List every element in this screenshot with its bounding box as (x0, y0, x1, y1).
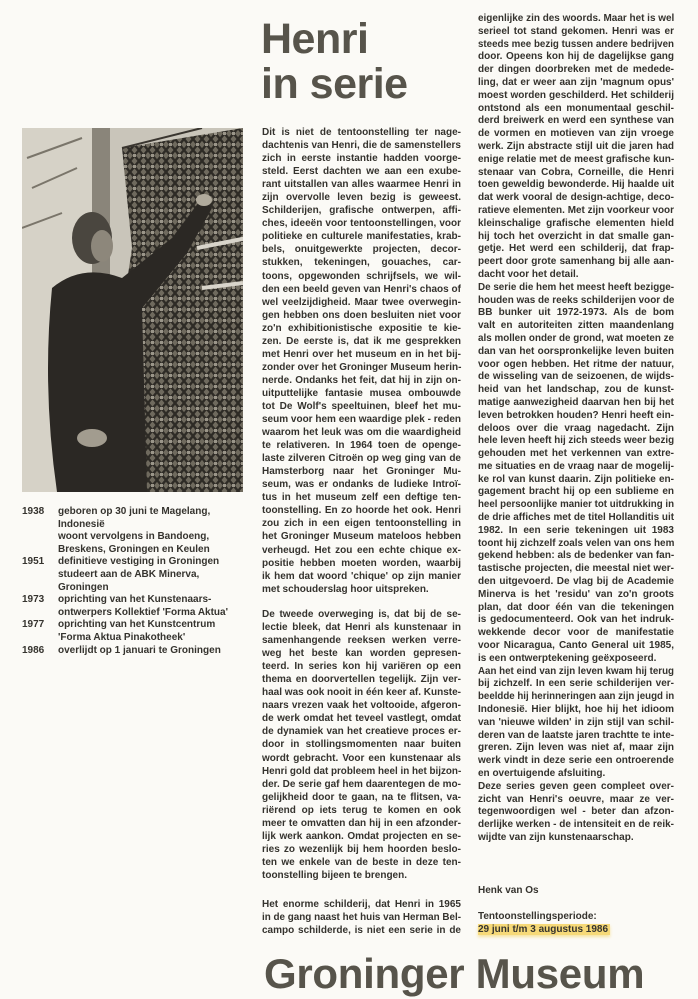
timeline-line: overlijdt op 1 januari te Groningen (58, 644, 221, 656)
photo-henri-painting (22, 128, 243, 492)
text-line: dan van het oorspronkelijke leven buiten (478, 345, 674, 357)
paragraph (478, 13, 674, 282)
museum-name-footer: Groninger Museum (264, 950, 645, 997)
timeline-line: Indonesië (58, 518, 105, 530)
text-line: houden was de reeks schilderijen voor de (478, 294, 675, 306)
text-line: positie hebben moeten worden, waarbij (262, 557, 461, 569)
text-line: ik hem dat woord 'chique' op zijn manier (262, 570, 461, 582)
timeline-entry (22, 556, 247, 594)
text-line: lijk werk aankon. Omdat projecten en se- (262, 830, 461, 842)
text-line: laste zilveren Citroën op weg ging van de (262, 453, 461, 465)
text-line: de drie affiches met de titel Hollanditis uit (478, 512, 674, 524)
text-line: werk vindt in deze serie een ontroerende (478, 755, 674, 767)
text-line: campo schilderde, is niet een serie in de (262, 925, 461, 937)
timeline-text (58, 506, 210, 556)
text-line: ling, dat er weer aan zijn 'magnum opus' (478, 76, 674, 88)
text-line: ratieve elementen. Met zijn voorkeur voor (478, 204, 674, 216)
text-line: De tweede overweging is, dat bij de se- (262, 609, 461, 620)
text-line: plan, dat door één van die tekeningen (478, 601, 674, 613)
text-line: haal was ook nooit in één keer af. Kunste- (262, 687, 461, 699)
paragraph (478, 781, 674, 845)
text-line: de werk omdat het teveel vastlegt, omdat (262, 713, 461, 725)
text-line: zich in eerste instantie hadden voorge- (262, 153, 461, 165)
article-column-right (478, 13, 674, 845)
text-line: Minerva is het 'residu' van zo'n groots (478, 588, 674, 600)
text-line: deloos over die vraag nagedacht. Zijn (478, 422, 674, 434)
text-line: toen geweldig bewonderde. Hij haalde uit (478, 179, 675, 191)
text-line: stukken, tekeningen, gouaches, car- (262, 257, 461, 269)
paragraph (478, 282, 674, 666)
text-line: zijn overvolle leven bezig is geweest. (262, 192, 461, 204)
text-line: derlijke werken - de intensiteit en de reik- (478, 819, 674, 831)
text-line: steld. Eerst dachten we aan een exube- (262, 166, 461, 178)
text-line: hele leven heeft hij zich steeds weer bezig (478, 435, 675, 447)
text-line: voor Nicaragua, Canto General uit 1985, (478, 640, 674, 652)
timeline-entry (22, 619, 247, 644)
paragraph (478, 666, 674, 781)
text-line: gen hebben ons doen besluiten niet voor (262, 309, 461, 321)
text-line: thema en doorvertellen tegelijk. Zijn ver- (262, 674, 461, 686)
text-line: met schouderslag hoor uitspreken. (262, 583, 429, 595)
timeline-line: oprichting van het Kunstenaars- (58, 594, 212, 606)
text-line: met Henri over het museum en in het bij- (262, 348, 461, 360)
text-line: bij zichzelf. In een serie schilderijen ver- (478, 678, 674, 690)
text-line: De serie die hem het meest heeft bezigge- (478, 281, 674, 293)
text-line: het Groninger Museum mateloos hebben (262, 531, 461, 543)
text-line: werk. Zijn abstracte stijl uit die jaren had (478, 140, 674, 152)
author-name: Henk van Os (478, 885, 539, 896)
timeline-line: oprichting van het Kunstcentrum (58, 619, 216, 631)
article-title-line-2: in serie (261, 60, 408, 108)
text-line: deren van de laatste jaren trachtte te inte- (478, 729, 674, 741)
text-line: ches, ideeën voor tentoonstellingen, voor (262, 218, 461, 230)
timeline-line: 'Forma Aktua Pinakotheek' (58, 631, 186, 643)
text-line: steeds mee bezig tussen andere bedrijven (478, 38, 674, 50)
timeline-line: Groningen (58, 581, 109, 593)
text-line: getje. Het werd een schilderij, dat frap- (478, 243, 674, 255)
text-line: uitputtelijke fantasie musea ombouwde (262, 387, 461, 399)
text-line: wel veelzijdigheid. Maar twee overwegin- (262, 296, 461, 308)
text-line: eigenlijke zin des woords. Maar het is wel (478, 13, 675, 24)
text-line: toonstelling. En zo hoorde het ook. Henri (262, 505, 461, 517)
text-line: in de gang naast het huis van Herman Bel- (262, 912, 461, 924)
text-line: wijdte van zijn kunstenaarschap. (478, 832, 634, 843)
text-line: ontstond als een monumentaal geschil- (478, 102, 674, 114)
text-line: toons, opgewonden schrijfsels, we wil- (262, 270, 461, 282)
text-line: Deze series geven geen compleet over- (478, 780, 674, 792)
timeline-text (58, 556, 219, 594)
article-title-line-1: Henri (261, 15, 369, 63)
text-line: zo'n exhibitionistische expositie te kie- (262, 322, 461, 334)
text-line: toont hij zichzelf zoals velen van ons hem (478, 537, 675, 549)
text-line: zou zich in een eigen tentoonstelling in (262, 518, 461, 530)
article-column-middle-p3 (262, 898, 461, 937)
text-line: toonstelling bijeen te brengen. (262, 869, 408, 881)
text-line: zonder over het Groninger Museum herin- (262, 361, 462, 373)
text-line: den uitgevoerd. De vlag bij de Academie (478, 576, 674, 588)
text-line: serieel tot stand gekomen. Henri was er (478, 25, 674, 37)
text-line: samenhangende reeksen werken verre- (262, 635, 461, 647)
text-line: Indonesië. Hier blijkt, hoe hij het idioom (478, 704, 674, 716)
text-line: peert door grote samenhang bij alle aan- (478, 256, 674, 268)
text-line: seum, was er ondanks de ludieke Introï- (262, 479, 461, 491)
text-line: is een ontwerptekening geëxposeerd. (478, 652, 657, 664)
text-line: Dit is niet de tentoonstelling ter nage- (262, 127, 461, 138)
text-line: gelijkheid door te gaan, na te flitsen, va- (262, 791, 461, 803)
text-line: en overtuigende afsluiting. (478, 768, 606, 780)
text-line: valt en autoriteiten zitten maandenlang (478, 320, 674, 332)
text-line: dachtenis van Henri, die de samenstellers (262, 140, 461, 152)
text-line: is gedocumenteerd. Ook van het indruk- (478, 614, 674, 626)
text-line: waarom het leuk was om die waardigheid (262, 427, 461, 439)
timeline-entry (22, 506, 247, 556)
text-line: wekkende decor voor de manifestatie (478, 627, 674, 639)
text-line: seum voor hem een waardige plek - reden (262, 414, 461, 426)
text-line: hij toch het overzicht in dat smalle gan- (478, 230, 674, 242)
text-line: meer te omvatten dan hij in een afzonder- (262, 817, 461, 829)
text-line: rant uitstallen van alles waarmee Henri in (262, 179, 461, 191)
text-line: gekend hebben: als de bedenker van fan- (478, 550, 675, 562)
text-line: naars vrezen vaak het voltooide, afgeron- (262, 700, 461, 712)
exhibition-period-label: Tentoonstellingsperiode: (478, 911, 597, 922)
article-column-middle-p1 (262, 126, 461, 596)
text-line: zen. De eerste is, dat ik me gesprekken (262, 335, 461, 347)
text-line: tot De Wolf's speeltuinen, bleef het mu- (262, 400, 461, 412)
timeline-year: 1951 (22, 556, 45, 568)
text-line: derd breiwerk en werd een synthese van (478, 115, 674, 127)
text-line: nerde. Ondanks het feit, dat hij in zijn on- (262, 374, 461, 386)
text-line: stenaar van Cobra, Corneille, die Henri (478, 166, 674, 178)
text-line: moest worden geschilderd. Het schilderij (478, 89, 674, 101)
text-line: Aan het eind van zijn leven kwam hij terug (478, 665, 674, 677)
timeline-year: 1973 (22, 594, 45, 606)
text-line: dacht voor het detail. (478, 268, 579, 280)
text-line: teerd. In series kon hij variëren op een (262, 661, 461, 673)
timeline-line: Breskens, Groningen en Keulen (58, 543, 210, 555)
text-line: tastische projecten, die meestal niet wer- (478, 563, 674, 575)
text-line: Schilderijen, grafische ontwerpen, affi- (262, 205, 461, 217)
timeline-entry (22, 645, 247, 658)
text-line: weg het beste kan worden gepresen- (262, 648, 461, 660)
text-line: bels, onuitgewerkte projecten, decor- (262, 244, 461, 256)
text-line: zicht van Henri's oeuvre, maar ze ver- (478, 793, 674, 805)
text-line: Het enorme schilderij, dat Henri in 1965 (262, 899, 461, 910)
text-line: 1982. In een serie tekeningen uit 1983 (478, 524, 674, 536)
timeline-text (58, 619, 215, 644)
text-line: der dingen doorbreken met de mededе- (478, 64, 674, 76)
text-line: ten we enkele van de beste in deze ten- (262, 856, 461, 868)
text-line: leven betrokken houden? Henri heeft ein- (478, 409, 674, 421)
text-line: heid van het landschap, zou de kunst- (478, 384, 674, 396)
text-line: den een beeld geven van Henri's chaos of (262, 283, 461, 295)
text-line: Henri gold dat probleem heel in het bijzon- (262, 765, 462, 777)
text-line: der. De serie gaf hem daarentegen de mo- (262, 778, 461, 790)
text-line: dat werk vooral de design-achtige, deco- (478, 192, 674, 204)
text-line: beeldde hij herinneringen aan zijn jeugd in (478, 691, 675, 703)
text-line: matige aanwezigheid daarvan hen bij het (478, 396, 674, 408)
timeline-year: 1986 (22, 644, 45, 656)
text-line: riërend op iets terug te komen en ook (262, 804, 461, 816)
text-line: kleinschalige grafische elementen hield (478, 217, 674, 229)
timeline-entry (22, 594, 247, 619)
timeline-line: geboren op 30 juni te Magelang, (58, 506, 211, 517)
text-line: tegenwoordigen wel - beter dan afzon- (478, 806, 674, 818)
text-line: politieke en culturele manifestaties, krab- (262, 231, 461, 243)
biography-timeline (22, 506, 247, 657)
text-line: door. Opeens kon hij de dagelijkse gang (478, 51, 674, 63)
text-line: gehouden met het verkennen van extre- (478, 448, 674, 460)
timeline-line: ontwerpers Kollektief 'Forma Aktua' (58, 606, 228, 618)
text-line: BB bunker uit 1972-1973. Als de bom (478, 307, 674, 319)
text-line: van 'nieuwe wilden' in zijn stijl van schil- (478, 716, 674, 728)
exhibition-period-dates: 29 juni t/m 3 augustus 1986 (478, 924, 609, 935)
timeline-year: 1938 (22, 506, 45, 517)
timeline-line: woont vervolgens in Bandoeng, (58, 531, 210, 543)
text-line: greren. Zijn leven was niet af, maar zijn (478, 742, 674, 754)
signoff (478, 884, 610, 936)
timeline-year: 1977 (22, 619, 45, 631)
text-line: te relativeren. In 1964 toen de openge- (262, 440, 461, 452)
text-line: heel persoonlijke manier tot uitdrukking in (478, 499, 674, 511)
text-line: de wisseling van de seizoenen, de wijds- (478, 371, 674, 383)
text-line: de dynamiek van het creatieve proces er- (262, 726, 461, 738)
text-line: ries zo wezenlijk bij hem hoorden beslo- (262, 843, 461, 855)
timeline-text (58, 594, 228, 619)
timeline-line: definitieve vestiging in Groningen (58, 556, 220, 568)
article-column-middle-p2 (262, 608, 461, 882)
text-line: me situaties en de vraag naar de mogelij- (478, 460, 674, 472)
text-line: lectie bleek, dat Henri als kunstenaar in (262, 622, 461, 634)
text-line: ke rol van kunst daarin. Zijn politieke en- (478, 473, 674, 485)
text-line: verheugd. Het zou een echte chique ex- (262, 544, 461, 556)
timeline-text (58, 645, 221, 658)
timeline-line: studeert aan de ABK Minerva, (58, 568, 200, 580)
text-line: wordt gebracht. Voor een kunstenaar als (262, 752, 461, 764)
text-line: Hamsterborg naar het Groninger Mu- (262, 466, 461, 478)
text-line: tus in het museum zelf een deftige ten- (262, 492, 461, 504)
text-line: de vormen en motieven van zijn vroege (478, 128, 674, 140)
text-line: als mollen onder de grond, wat moeten ze (478, 332, 674, 344)
text-line: gagement bracht hij op een sublieme en (478, 486, 674, 498)
text-line: door in stollingsmomenten naar buiten (262, 739, 461, 751)
text-line: voor ogen hebben. Het ritme der natuur, (478, 358, 674, 370)
text-line: enige relatie met de meest grafische kun- (478, 153, 675, 165)
